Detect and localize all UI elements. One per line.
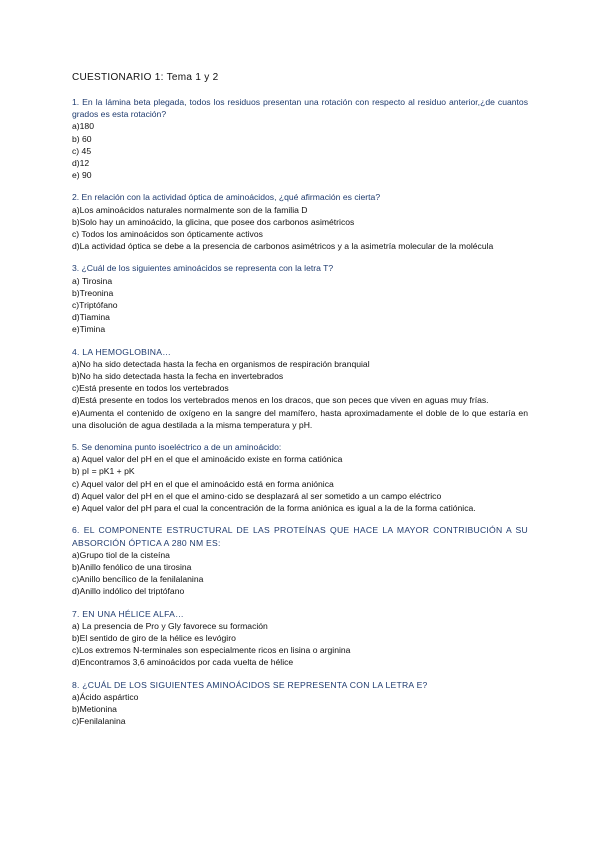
option-c: c) 45: [72, 145, 92, 156]
option-c: c) Todos los aminoácidos son ópticamente activos: [72, 229, 263, 240]
option-a: a) Aquel valor del pH en el que el aminoácido existe en forma catiónica: [72, 454, 343, 465]
option-a: a) Tirosina: [72, 275, 113, 286]
question-text: 7. EN UNA HÉLICE ALFA…: [72, 608, 185, 619]
question-3: [72, 262, 528, 335]
question-4: [72, 346, 528, 431]
option-b: b)El sentido de giro de la hélice es levógiro: [72, 632, 236, 643]
option-c: c)Anillo bencílico de la fenilalanina: [72, 574, 204, 585]
document-title: CUESTIONARIO 1: Tema 1 y 2: [72, 72, 219, 83]
question-text: 5. Se denomina punto isoeléctrico a de un aminoácido:: [72, 442, 282, 453]
option-d: d)Anillo indólico del triptófano: [72, 586, 185, 597]
option-b: b) pI = pK1 + pK: [72, 466, 135, 477]
question-8: [72, 679, 528, 728]
question-5: [72, 441, 528, 514]
question-text: 6. EL COMPONENTE ESTRUCTURAL DE LAS PROTEÍNAS QUE HACE LA MAYOR CONTRIBUCIÓN A SU ABSORCIÓN ÓPTICA A 280 NM ES:: [72, 525, 528, 548]
option-e: e) 90: [72, 170, 92, 181]
option-c: c)Está presente en todos los vertebrados: [72, 383, 229, 394]
option-c: c) Aquel valor del pH en el que el aminoácido está en forma aniónica: [72, 478, 334, 489]
option-d: d)La actividad óptica se debe a la presencia de carbonos asimétricos y a la asimetría molecular de la molécula: [72, 241, 494, 252]
option-d: d)Tiamina: [72, 312, 110, 323]
option-b: b)No ha sido detectada hasta la fecha en invertebrados: [72, 371, 284, 382]
option-d: d)Está presente en todos los vertebrados menos en los dracos, que son peces que viven en aguas muy frías.: [72, 395, 489, 406]
option-e: e) Aquel valor del pH para el cual la concentración de la forma aniónica es igual a la de la forma catiónica.: [72, 503, 476, 514]
question-7: [72, 608, 528, 669]
option-d: d) Aquel valor del pH en el que el amino·cido se desplazará al ser sometido a un campo eléctrico: [72, 490, 442, 501]
question-list: [72, 96, 528, 737]
option-a: a) La presencia de Pro y Gly favorece su formación: [72, 620, 268, 631]
option-b: b) 60: [72, 133, 92, 144]
question-2: [72, 191, 528, 252]
option-c: c)Triptófano: [72, 300, 118, 311]
question-text: 3. ¿Cuál de los siguientes aminoácidos se representa con la letra T?: [72, 263, 334, 274]
question-text: 8. ¿CUÁL DE LOS SIGUIENTES AMINOÁCIDOS SE REPRESENTA CON LA LETRA E?: [72, 679, 428, 690]
question-6: [72, 524, 528, 597]
option-c: c)Fenilalanina: [72, 716, 126, 727]
option-a: a)Ácido aspártico: [72, 691, 139, 702]
option-b: b)Treonina: [72, 287, 114, 298]
question-1: [72, 96, 528, 181]
option-d: d)Encontramos 3,6 aminoácidos por cada vuelta de hélice: [72, 657, 294, 668]
option-b: b)Metionina: [72, 703, 117, 714]
question-text: 1. En la lámina beta plegada, todos los residuos presentan una rotación con respecto al residuo anterior,¿de cuantos grados es esta rotación?: [72, 97, 528, 120]
option-b: b)Anillo fenólico de una tirosina: [72, 561, 192, 572]
option-a: a)Grupo tiol de la cisteína: [72, 549, 170, 560]
question-text: 2. En relación con la actividad óptica de aminoácidos, ¿qué afirmación es cierta?: [72, 192, 381, 203]
option-d: d)12: [72, 158, 90, 169]
option-c: c)Los extremos N-terminales son especialmente ricos en lisina o arginina: [72, 645, 351, 656]
option-a: a)No ha sido detectada hasta la fecha en organismos de respiración branquial: [72, 358, 370, 369]
option-e: e)Aumenta el contenido de oxígeno en la sangre del mamífero, hasta aproximadamente el doble de lo que estaría en una disolución de agua destilada a la misma temperatura y pH.: [72, 407, 528, 430]
option-e: e)Timina: [72, 324, 106, 335]
option-a: a)Los aminoácidos naturales normalmente son de la familia D: [72, 204, 308, 215]
question-text: 4. LA HEMOGLOBINA…: [72, 346, 172, 357]
option-b: b)Solo hay un aminoácido, la glicina, que posee dos carbonos asimétricos: [72, 216, 355, 227]
option-a: a)180: [72, 121, 94, 132]
